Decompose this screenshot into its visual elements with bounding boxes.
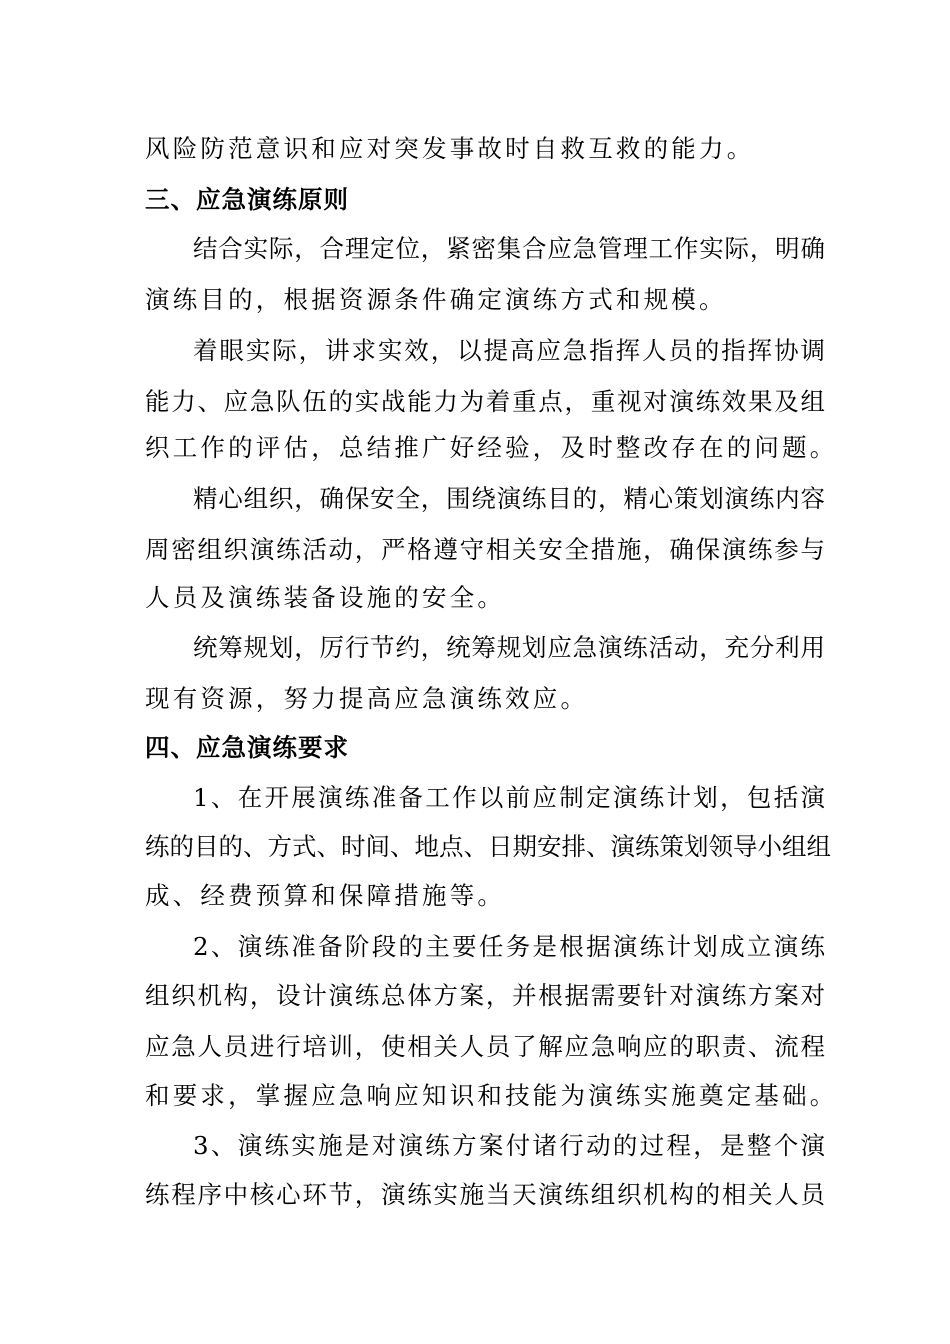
paragraph-line: 演练目的，根据资源条件确定演练方式和规模。: [145, 285, 727, 314]
paragraph-line: 结合实际，合理定位，紧密集合应急管理工作实际，明确: [193, 234, 825, 263]
paragraph-line: 着眼实际，讲求实效，以提高应急指挥人员的指挥协调: [193, 336, 825, 365]
paragraph-line: 成、经费预算和保障措施等。: [145, 881, 506, 910]
paragraph-line: 精心组织，确保安全，围绕演练目的，精心策划演练内容: [193, 484, 825, 513]
paragraph-line: 练程序中核心环节，演练实施当天演练组织机构的相关人员: [145, 1180, 825, 1209]
paragraph-line: 现有资源，努力提高应急演练效应。: [145, 684, 589, 713]
section-heading-principles: 三、应急演练原则: [145, 185, 349, 214]
paragraph-line: 风险防范意识和应对突发事故时自救互救的能力。: [145, 134, 755, 163]
paragraph-line: 能力、应急队伍的实战能力为着重点，重视对演练效果及组: [145, 387, 825, 416]
paragraph-line: 人员及演练装备设施的安全。: [145, 583, 506, 612]
paragraph-line: 1、在开展演练准备工作以前应制定演练计划，包括演: [193, 783, 825, 812]
paragraph-line: 织工作的评估，总结推广好经验，及时整改存在的问题。: [145, 433, 838, 462]
paragraph-line: 周密组织演练活动，严格遵守相关安全措施，确保演练参与: [145, 535, 825, 564]
section-heading-requirements: 四、应急演练要求: [145, 733, 349, 762]
paragraph-line: 和要求，掌握应急响应知识和技能为演练实施奠定基础。: [145, 1081, 838, 1110]
paragraph-line: 练的目的、方式、时间、地点、日期安排、演练策划领导小组组: [145, 832, 831, 861]
paragraph-line: 3、演练实施是对演练方案付诸行动的过程，是整个演: [193, 1131, 825, 1160]
paragraph-line: 2、演练准备阶段的主要任务是根据演练计划成立演练: [193, 932, 825, 961]
paragraph-line: 统筹规划，厉行节约，统筹规划应急演练活动，充分利用: [193, 633, 825, 662]
paragraph-line: 应急人员进行培训，使相关人员了解应急响应的职责、流程: [145, 1032, 825, 1061]
paragraph-line: 组织机构，设计演练总体方案，并根据需要针对演练方案对: [145, 981, 825, 1010]
